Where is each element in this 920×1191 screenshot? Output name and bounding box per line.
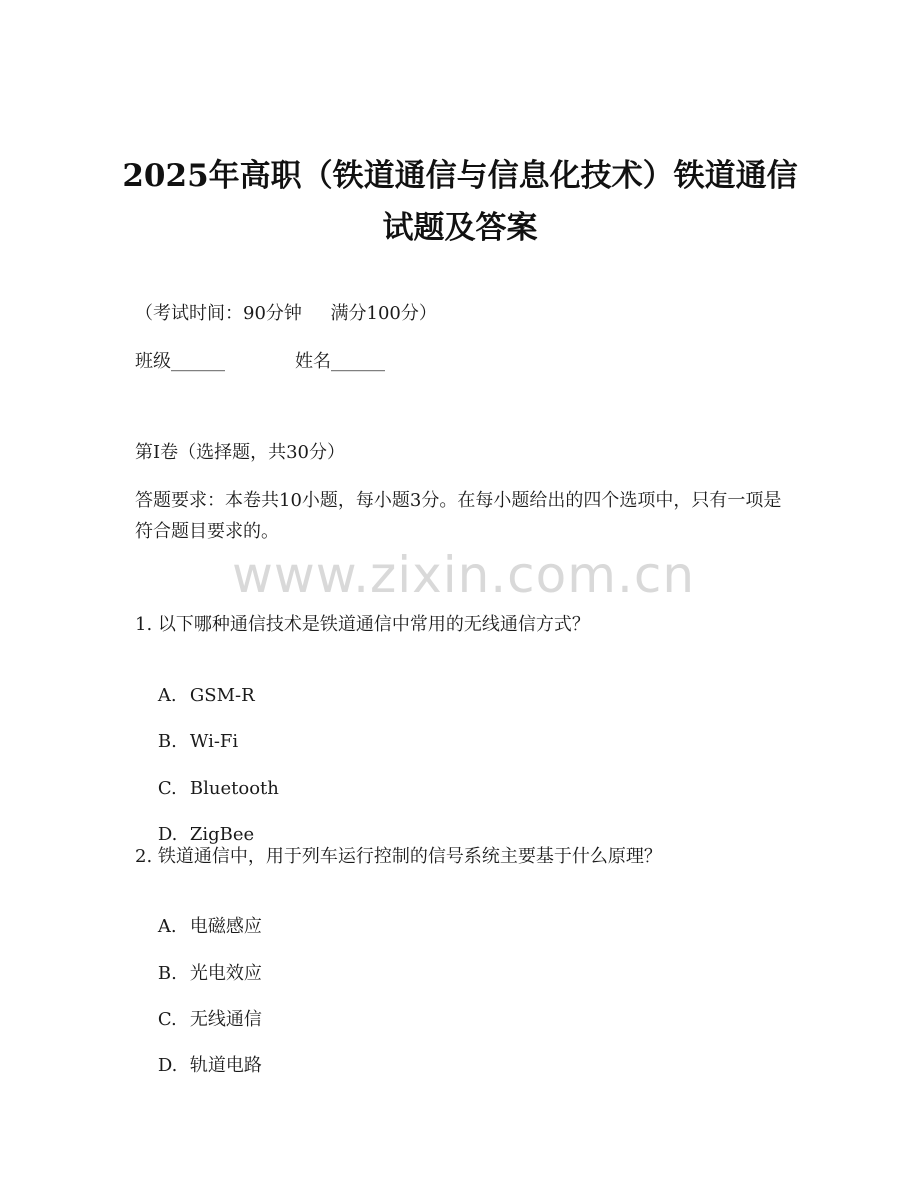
- option-text: 轨道电路: [189, 1055, 262, 1076]
- name-field: 姓名______: [295, 351, 385, 372]
- option-letter: C.: [157, 778, 177, 799]
- option-letter: A.: [157, 685, 177, 706]
- option-text: 无线通信: [189, 1009, 262, 1030]
- option-text: GSM-R: [189, 685, 255, 706]
- option-text: ZigBee: [189, 824, 255, 845]
- option-text: 光电效应: [189, 963, 262, 984]
- section-title: 第I卷（选择题，共30分）: [135, 442, 346, 463]
- option-text: 电磁感应: [189, 916, 262, 937]
- option-letter: D.: [157, 1055, 178, 1076]
- instructions: 答题要求：本卷共10小题，每小题3分。在每小题给出的四个选项中，只有一项是符合题目要求的。: [135, 490, 782, 542]
- option-letter: D.: [157, 824, 178, 845]
- option-letter: A.: [157, 916, 177, 937]
- exam-info: （考试时间：90分钟 满分100分）: [135, 303, 437, 324]
- document-title: 2025年高职（铁道通信与信息化技术）铁道通信试题及答案: [122, 158, 798, 246]
- option-text: Wi-Fi: [189, 731, 239, 752]
- option-text: Bluetooth: [189, 778, 279, 799]
- question-option: [135, 1030, 262, 1102]
- watermark: www.zixin.com.cn: [232, 546, 696, 604]
- class-field: 班级______: [135, 351, 225, 372]
- option-letter: C.: [157, 1009, 177, 1030]
- option-letter: B.: [157, 731, 177, 752]
- question-stem: 2. 铁道通信中，用于列车运行控制的信号系统主要基于什么原理？: [135, 846, 662, 867]
- question-stem: 1. 以下哪种通信技术是铁道通信中常用的无线通信方式？: [135, 614, 590, 635]
- option-letter: B.: [157, 963, 177, 984]
